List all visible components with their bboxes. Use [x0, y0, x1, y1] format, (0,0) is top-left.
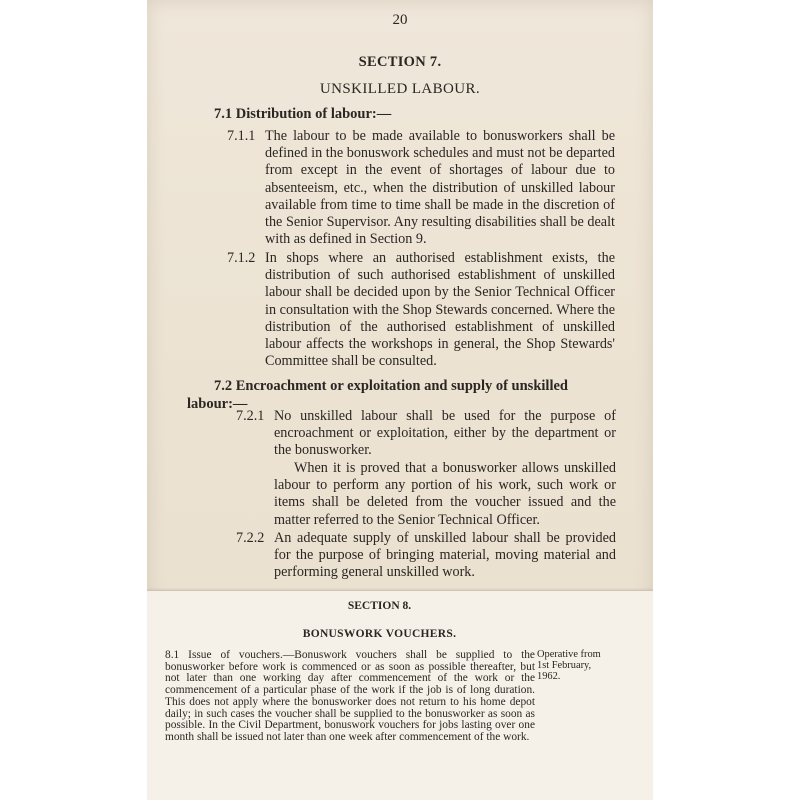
paragraph-text: An adequate supply of unskilled labour shall be provided for the purpose of bringing material, moving material and performing general unskilled work.	[274, 530, 616, 581]
paragraph-8-1	[165, 650, 535, 744]
paragraph-8-1-lead: 8.1 Issue of vouchers.	[165, 649, 283, 661]
section-7-title: SECTION 7.	[358, 54, 442, 70]
paragraph-7-2-2	[236, 530, 616, 582]
paragraph-8-1-text: —Bonuswork vouchers shall be supplied to the bonusworker before work is commenced or as soon as possible thereafter, but not later than one working day after commencement of the work or the commencement of a particular phase of the work if the job is of long duration. This does not apply where the bonusworker does not return to his home depot daily; in such cases the voucher shall be supplied to the bonusworker as soon as possible. In the Civil Department, bonuswork vouchers for jobs lasting over one month shall be issued not later than one week after commencement of the work.	[165, 649, 535, 743]
paragraph-number: 7.2.2	[236, 530, 265, 546]
heading-7-2: 7.2 Encroachment or exploitation and supply of unskilled labour:—	[187, 378, 568, 412]
page-number: 20	[392, 12, 408, 28]
section-7-subtitle: UNSKILLED LABOUR.	[319, 81, 481, 97]
paragraph-7-2-1	[236, 408, 616, 460]
paragraph-7-1-2	[227, 250, 615, 370]
paragraph-text: The labour to be made available to bonusworkers shall be defined in the bonuswork schedules and must not be departed from except in the event of shortages of labour due to absenteeism, etc., when the distribution of unskilled labour available from time to time shall be made in the discretion of the Senior Supervisor. Any resulting disabilities shall be dealt with as defined in Section 9.	[265, 128, 615, 248]
section-8-title: SECTION 8.	[347, 600, 412, 612]
pasted-amendment-slip	[147, 590, 653, 800]
paragraph-number: 7.1.1	[227, 128, 256, 144]
paragraph-7-1-1	[227, 128, 615, 248]
heading-7-1: 7.1 Distribution of labour:—	[214, 106, 392, 122]
paragraph-number: 7.1.2	[227, 250, 256, 266]
operative-date-note: Operative from 1st February, 1962.	[537, 649, 601, 682]
paragraph-number: 7.2.1	[236, 408, 265, 424]
paragraph-text: No unskilled labour shall be used for the purpose of encroachment or exploitation, either by the department or the bonusworker.	[274, 408, 616, 459]
paragraph-text: In shops where an authorised establishment exists, the distribution of such authorised establishment of unskilled labour shall be decided upon by the Senior Technical Officer in consultation with the Shop Stewards concerned. Where the distribution of the authorised establishment of unskilled labour affects the workshops in general, the Shop Stewards' Committee shall be consulted.	[265, 250, 615, 370]
paragraph-7-2-1-continued: When it is proved that a bonusworker allows unskilled labour to perform any portion of his work, such work or items shall be deleted from the voucher issued and the matter referred to the Senior Technical Officer.	[274, 460, 616, 528]
section-8-subtitle: BONUSWORK VOUCHERS.	[302, 628, 457, 640]
document-page	[147, 0, 653, 800]
